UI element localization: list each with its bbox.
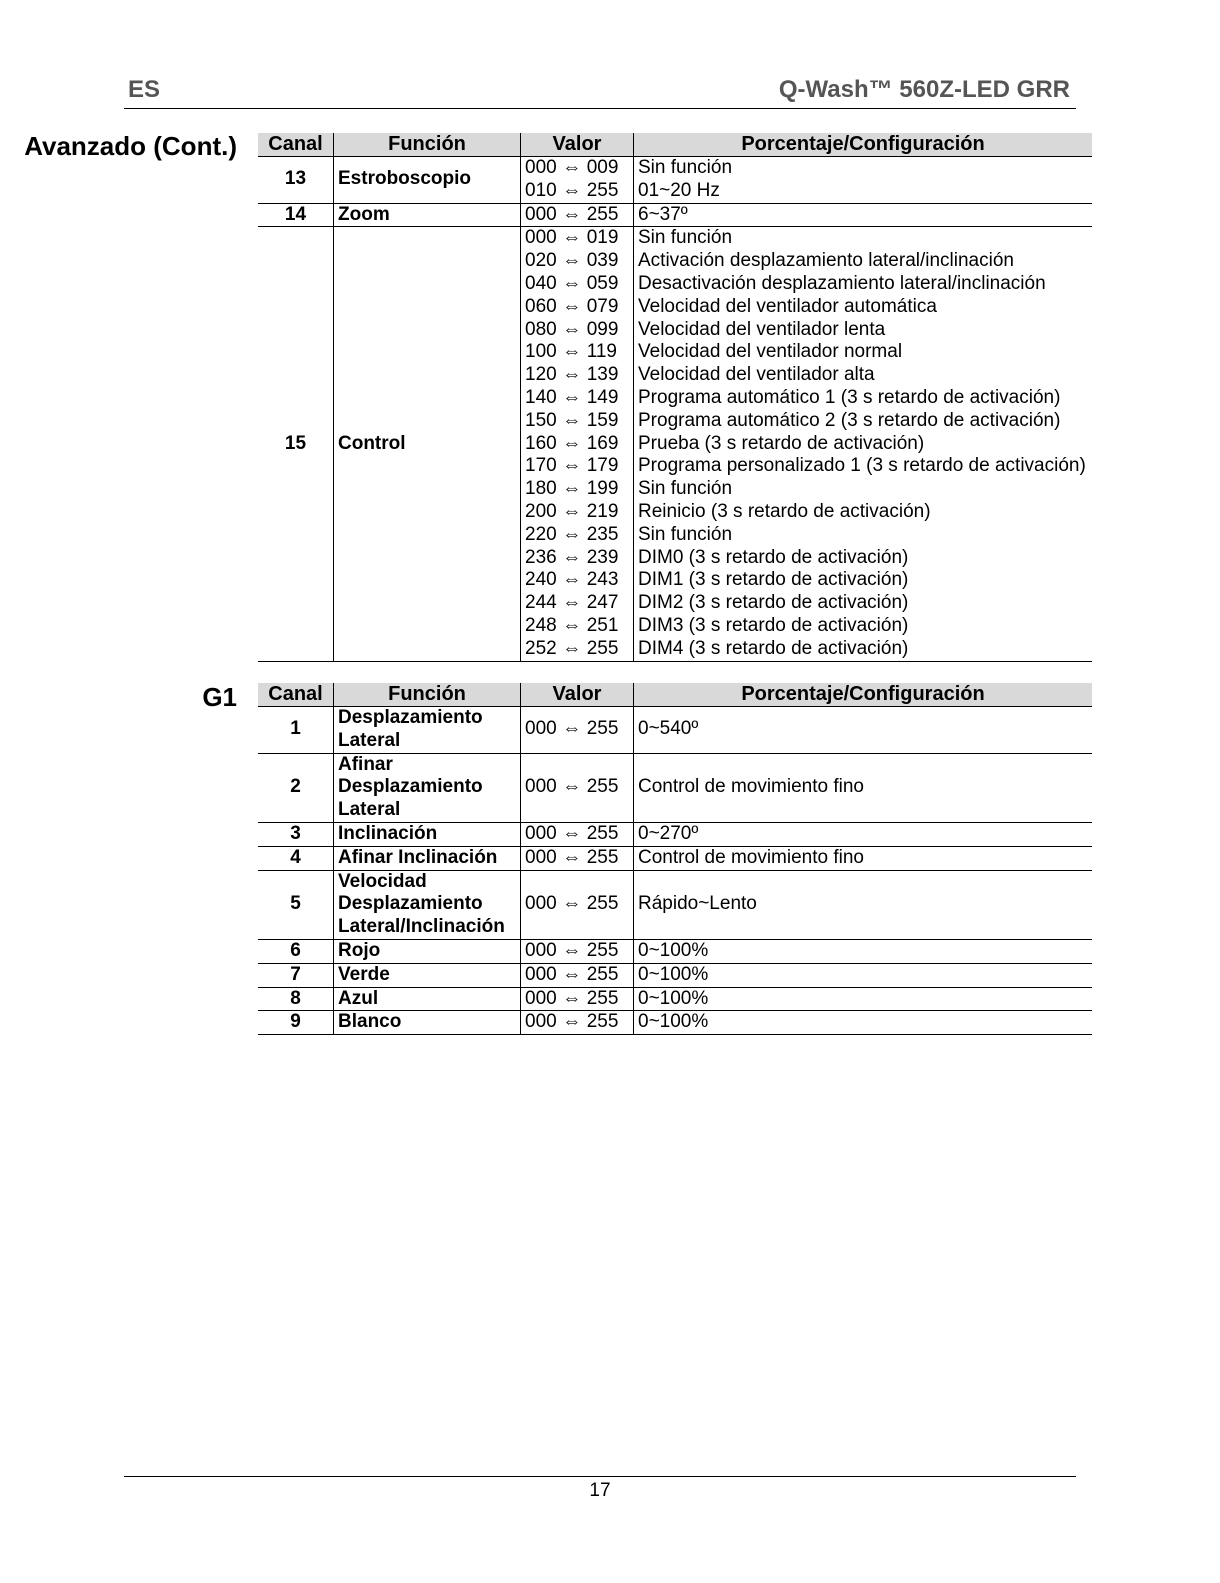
config-text: Programa automático 1 (3 s retardo de activación)	[638, 386, 1061, 408]
range-to: 255	[586, 846, 619, 868]
range-arrow-icon: ⇔	[562, 295, 582, 317]
range-to: 255	[586, 637, 619, 659]
config-text: Sin función	[638, 523, 733, 545]
dmx-table-advanced	[258, 133, 1092, 662]
header-language: ES	[128, 76, 161, 103]
range-from: 000	[525, 203, 557, 225]
col-header-config: Porcentaje/Configuración	[634, 683, 1093, 707]
channel-cell: 13	[258, 157, 334, 204]
value-cell	[521, 939, 634, 963]
config-text: 0~270º	[638, 822, 699, 844]
config-text: 0~100%	[638, 939, 709, 961]
function-cell: Control	[334, 227, 521, 661]
col-header-channel: Canal	[258, 683, 334, 707]
range-to: 169	[586, 432, 619, 454]
table-row	[258, 227, 1092, 661]
range-from: 120	[525, 364, 557, 386]
channel-cell: 14	[258, 203, 334, 227]
range-to: 119	[586, 341, 617, 363]
range-from: 000	[525, 893, 557, 915]
col-header-value: Valor	[521, 133, 634, 157]
col-header-function: Función	[334, 683, 521, 707]
range-arrow-icon: ⇔	[562, 203, 582, 225]
config-cell	[634, 822, 1093, 846]
value-range	[525, 341, 629, 364]
value-range	[525, 180, 629, 203]
range-from: 060	[525, 295, 557, 317]
config-cell	[634, 227, 1093, 661]
value-range	[525, 227, 629, 250]
config-cell	[634, 1011, 1093, 1035]
function-cell: Azul	[334, 987, 521, 1011]
range-from: 244	[525, 592, 557, 614]
config-cell	[634, 753, 1093, 822]
value-range	[525, 319, 629, 342]
range-to: 251	[586, 614, 619, 636]
range-arrow-icon: ⇔	[562, 455, 582, 477]
range-from: 000	[525, 718, 557, 740]
function-cell: Velocidad Desplazamiento Lateral/Inclinación	[334, 870, 521, 939]
range-from: 000	[525, 157, 557, 178]
page-number: 17	[589, 1480, 611, 1501]
range-from: 000	[525, 822, 557, 844]
config-text: DIM2 (3 s retardo de activación)	[638, 592, 909, 614]
config-text: Sin función	[638, 227, 733, 249]
value-range	[525, 547, 629, 570]
config-text: Prueba (3 s retardo de activación)	[638, 432, 925, 454]
range-from: 000	[525, 987, 557, 1009]
range-to: 019	[586, 227, 619, 249]
table-header-row	[258, 683, 1092, 707]
range-to: 079	[586, 295, 619, 317]
range-to: 139	[586, 364, 619, 386]
config-text: Programa personalizado 1 (3 s retardo de activación)	[638, 455, 1086, 477]
range-from: 236	[525, 546, 557, 568]
channel-cell: 6	[258, 939, 334, 963]
range-to: 243	[586, 569, 619, 591]
range-arrow-icon: ⇔	[562, 341, 582, 363]
config-text: Sin función	[638, 478, 733, 500]
value-cell	[521, 963, 634, 987]
config-text: Rápido~Lento	[638, 893, 757, 915]
config-text: DIM4 (3 s retardo de activación)	[638, 637, 909, 659]
config-text: 0~100%	[638, 987, 709, 1009]
range-to: 255	[586, 893, 619, 915]
range-arrow-icon: ⇔	[562, 318, 582, 340]
function-cell: Zoom	[334, 203, 521, 227]
range-arrow-icon: ⇔	[562, 718, 582, 740]
range-arrow-icon: ⇔	[562, 776, 582, 798]
function-cell: Desplazamiento Lateral	[334, 707, 521, 754]
config-text: Control de movimiento fino	[638, 846, 864, 868]
range-to: 235	[586, 523, 619, 545]
value-range	[525, 638, 629, 661]
table-row	[258, 1011, 1092, 1035]
range-arrow-icon: ⇔	[562, 386, 582, 408]
range-arrow-icon: ⇔	[562, 409, 582, 431]
range-arrow-icon: ⇔	[562, 364, 582, 386]
range-from: 000	[525, 939, 557, 961]
range-to: 009	[586, 157, 619, 178]
range-from: 000	[525, 776, 557, 798]
config-text: DIM1 (3 s retardo de activación)	[638, 569, 909, 591]
value-range	[525, 387, 629, 410]
value-range	[525, 893, 629, 916]
config-text: 01~20 Hz	[638, 179, 720, 201]
value-range	[525, 524, 629, 547]
config-text: Programa automático 2 (3 s retardo de activación)	[638, 409, 1061, 431]
value-range	[525, 296, 629, 319]
range-arrow-icon: ⇔	[562, 272, 582, 294]
range-to: 255	[586, 179, 619, 201]
config-text: Velocidad del ventilador alta	[638, 364, 875, 386]
range-arrow-icon: ⇔	[562, 500, 582, 522]
footer-rule	[124, 1476, 1076, 1477]
value-range	[525, 718, 629, 741]
config-cell	[634, 203, 1093, 227]
range-to: 219	[586, 500, 619, 522]
config-text: 0~100%	[638, 1011, 709, 1033]
range-from: 150	[525, 409, 557, 431]
range-to: 255	[586, 203, 619, 225]
function-cell: Blanco	[334, 1011, 521, 1035]
value-range	[525, 615, 629, 638]
config-text: Reinicio (3 s retardo de activación)	[638, 500, 931, 522]
value-range	[525, 823, 629, 846]
config-text: Velocidad del ventilador normal	[638, 341, 903, 363]
channel-cell: 9	[258, 1011, 334, 1035]
value-range	[525, 410, 629, 433]
range-arrow-icon: ⇔	[562, 846, 582, 868]
col-header-channel: Canal	[258, 133, 334, 157]
range-arrow-icon: ⇔	[562, 546, 582, 568]
config-cell	[634, 846, 1093, 870]
table-row	[258, 753, 1092, 822]
value-cell	[521, 846, 634, 870]
channel-cell: 8	[258, 987, 334, 1011]
channel-cell: 5	[258, 870, 334, 939]
range-to: 179	[586, 455, 619, 477]
range-to: 255	[586, 963, 619, 985]
value-range	[525, 847, 629, 870]
value-range	[525, 1011, 629, 1034]
range-from: 140	[525, 386, 557, 408]
config-text: Activación desplazamiento lateral/inclinación	[638, 250, 1014, 272]
range-from: 000	[525, 1011, 557, 1033]
header-model-name: Q-Wash™ 560Z-LED GRR	[778, 76, 1070, 103]
table-body	[258, 707, 1092, 1035]
table-row	[258, 846, 1092, 870]
config-cell	[634, 963, 1093, 987]
range-arrow-icon: ⇔	[562, 822, 582, 844]
range-from: 252	[525, 637, 557, 659]
range-arrow-icon: ⇔	[562, 523, 582, 545]
value-range	[525, 364, 629, 387]
table-row	[258, 822, 1092, 846]
value-cell	[521, 203, 634, 227]
value-cell	[521, 157, 634, 204]
table-row	[258, 157, 1092, 204]
config-text: Sin función	[638, 157, 733, 178]
range-from: 000	[525, 846, 557, 868]
value-range	[525, 478, 629, 501]
function-cell: Verde	[334, 963, 521, 987]
range-from: 160	[525, 432, 557, 454]
value-range	[525, 157, 629, 180]
range-from: 040	[525, 272, 557, 294]
function-cell: Afinar Inclinación	[334, 846, 521, 870]
function-cell: Rojo	[334, 939, 521, 963]
range-arrow-icon: ⇔	[562, 157, 582, 178]
table-row	[258, 939, 1092, 963]
value-range	[525, 501, 629, 524]
range-arrow-icon: ⇔	[562, 987, 582, 1009]
config-text: DIM0 (3 s retardo de activación)	[638, 546, 909, 568]
value-range	[525, 776, 629, 799]
range-to: 099	[586, 318, 619, 340]
range-to: 255	[586, 718, 619, 740]
range-to: 247	[586, 592, 619, 614]
config-text: 0~100%	[638, 963, 709, 985]
range-from: 000	[525, 227, 557, 249]
config-text: Control de movimiento fino	[638, 776, 864, 798]
range-from: 200	[525, 500, 557, 522]
config-cell	[634, 870, 1093, 939]
range-from: 020	[525, 250, 557, 272]
range-to: 159	[586, 409, 619, 431]
config-text: Desactivación desplazamiento lateral/inclinación	[638, 272, 1046, 294]
range-arrow-icon: ⇔	[562, 432, 582, 454]
value-range	[525, 988, 629, 1011]
range-arrow-icon: ⇔	[562, 227, 582, 249]
range-from: 000	[525, 963, 557, 985]
value-range	[525, 964, 629, 987]
range-arrow-icon: ⇔	[562, 179, 582, 201]
range-from: 240	[525, 569, 557, 591]
channel-cell: 4	[258, 846, 334, 870]
channel-cell: 7	[258, 963, 334, 987]
channel-cell: 3	[258, 822, 334, 846]
function-cell: Estroboscopio	[334, 157, 521, 204]
range-from: 180	[525, 478, 557, 500]
table-header-row	[258, 133, 1092, 157]
range-arrow-icon: ⇔	[562, 963, 582, 985]
range-to: 239	[586, 546, 619, 568]
function-cell: Inclinación	[334, 822, 521, 846]
range-to: 255	[586, 822, 619, 844]
range-to: 149	[586, 386, 619, 408]
channel-cell: 2	[258, 753, 334, 822]
dmx-table-g1	[258, 683, 1092, 1035]
config-cell	[634, 987, 1093, 1011]
table-row	[258, 963, 1092, 987]
config-cell	[634, 939, 1093, 963]
range-arrow-icon: ⇔	[562, 592, 582, 614]
col-header-config: Porcentaje/Configuración	[634, 133, 1093, 157]
header-rule	[124, 108, 1076, 109]
range-arrow-icon: ⇔	[562, 250, 582, 272]
range-arrow-icon: ⇔	[562, 478, 582, 500]
channel-cell: 15	[258, 227, 334, 661]
range-arrow-icon: ⇔	[562, 939, 582, 961]
value-range	[525, 940, 629, 963]
range-to: 255	[586, 1011, 619, 1033]
config-text: Velocidad del ventilador automática	[638, 295, 937, 317]
table-row	[258, 870, 1092, 939]
range-arrow-icon: ⇔	[562, 569, 582, 591]
range-from: 010	[525, 179, 557, 201]
value-range	[525, 204, 629, 227]
value-range	[525, 592, 629, 615]
config-cell	[634, 157, 1093, 204]
value-cell	[521, 1011, 634, 1035]
value-cell	[521, 822, 634, 846]
range-to: 255	[586, 987, 619, 1009]
range-arrow-icon: ⇔	[562, 1011, 582, 1033]
table-row	[258, 987, 1092, 1011]
table-body	[258, 157, 1092, 662]
value-range	[525, 273, 629, 296]
value-cell	[521, 227, 634, 661]
range-from: 220	[525, 523, 557, 545]
config-text: 6~37º	[638, 203, 688, 225]
range-to: 199	[586, 478, 619, 500]
config-text: Velocidad del ventilador lenta	[638, 318, 886, 340]
config-text: DIM3 (3 s retardo de activación)	[638, 614, 909, 636]
section-label-g1: G1	[202, 682, 237, 712]
channel-cell: 1	[258, 707, 334, 754]
range-arrow-icon: ⇔	[562, 614, 582, 636]
col-header-value: Valor	[521, 683, 634, 707]
range-arrow-icon: ⇔	[562, 637, 582, 659]
value-cell	[521, 987, 634, 1011]
table-row	[258, 203, 1092, 227]
table-row	[258, 707, 1092, 754]
range-from: 170	[525, 455, 557, 477]
value-range	[525, 455, 629, 478]
range-from: 248	[525, 614, 557, 636]
value-cell	[521, 707, 634, 754]
config-cell	[634, 707, 1093, 754]
range-to: 059	[586, 272, 619, 294]
config-text: 0~540º	[638, 718, 699, 740]
range-arrow-icon: ⇔	[562, 893, 582, 915]
section-label-advanced: Avanzado (Cont.)	[24, 131, 237, 161]
function-cell: Afinar Desplazamiento Lateral	[334, 753, 521, 822]
col-header-function: Función	[334, 133, 521, 157]
value-range	[525, 433, 629, 456]
range-from: 080	[525, 318, 557, 340]
value-cell	[521, 870, 634, 939]
value-cell	[521, 753, 634, 822]
range-to: 255	[586, 776, 619, 798]
value-range	[525, 569, 629, 592]
range-to: 039	[586, 250, 619, 272]
value-range	[525, 250, 629, 273]
range-from: 100	[525, 341, 557, 363]
range-to: 255	[586, 939, 619, 961]
